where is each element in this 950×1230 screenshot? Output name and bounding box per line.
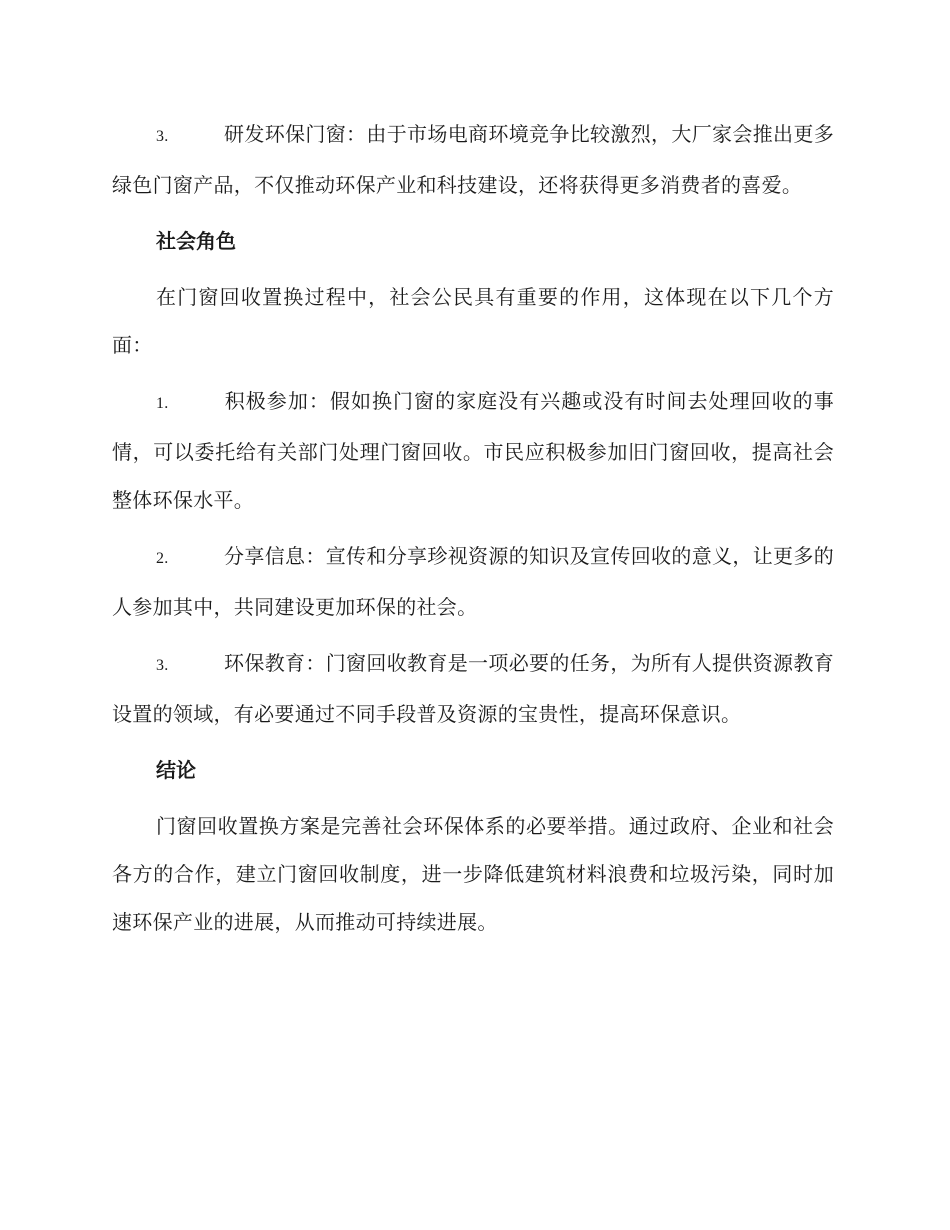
section-heading-social-role: 社会角色: [156, 229, 236, 253]
list-text: 研发环保门窗：由于市场电商环境竞争比较激烈，大厂家会推出更多绿色门窗产品，不仅推动环保产业和科技建设，还将获得更多消费者的喜爱。: [112, 122, 834, 197]
list-number: 1.: [156, 395, 169, 412]
list-number: 2.: [156, 550, 169, 567]
conclusion-paragraph: 门窗回收置换方案是完善社会环保体系的必要举措。通过政府、企业和社会各方的合作，建立门窗回收制度，进一步降低建筑材料浪费和垃圾污染，同时加速环保产业的进展，从而推动可持续进展。: [112, 814, 834, 934]
section-heading-conclusion: 结论: [156, 758, 196, 782]
list-text: 分享信息：宣传和分享珍视资源的知识及宣传回收的意义，让更多的人参加其中，共同建设更加环保的社会。: [112, 544, 834, 619]
list-number: 3.: [156, 657, 169, 674]
list-item: [112, 110, 834, 209]
list-item: [112, 639, 834, 738]
document-page: [112, 110, 834, 954]
list-text: 环保教育：门窗回收教育是一项必要的任务，为所有人提供资源教育设置的领域，有必要通过不同手段普及资源的宝贵性，提高环保意识。: [112, 651, 834, 726]
list-text: 积极参加：假如换门窗的家庭没有兴趣或没有时间去处理回收的事情，可以委托给有关部门处理门窗回收。市民应积极参加旧门窗回收，提高社会整体环保水平。: [112, 389, 834, 512]
list-item: [112, 532, 834, 631]
intro-paragraph: 在门窗回收置换过程中，社会公民具有重要的作用，这体现在以下几个方面：: [112, 285, 834, 357]
list-number: 3.: [156, 128, 169, 145]
list-item: [112, 377, 834, 524]
